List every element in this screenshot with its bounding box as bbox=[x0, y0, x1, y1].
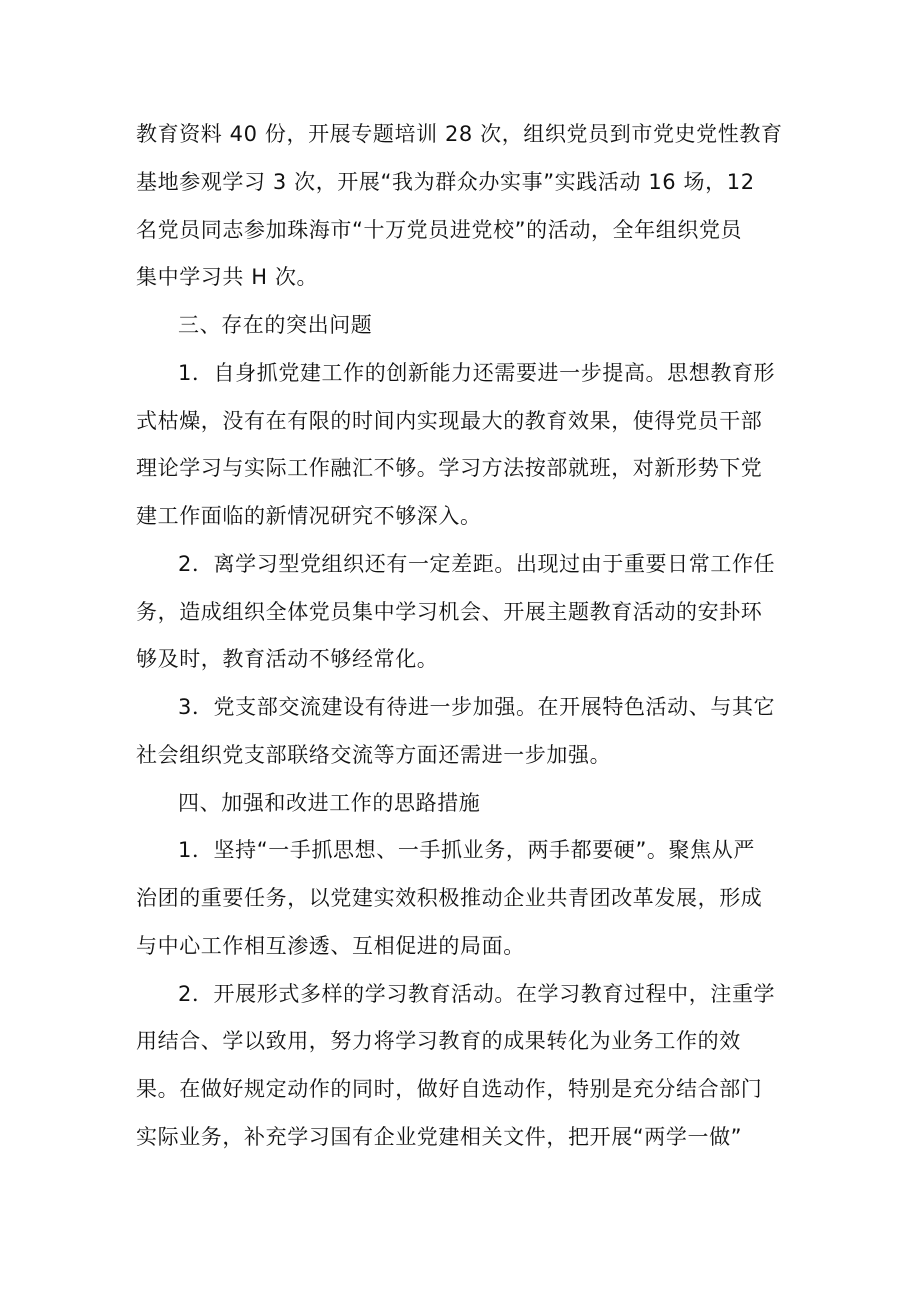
text-line: 与中心工作相互渗透、互相促进的局面。 bbox=[136, 934, 525, 958]
text-line: 教育资料 40 份，开展专题培训 28 次，组织党员到市党史党性教育 bbox=[136, 122, 783, 146]
text-line: 2．离学习型党组织还有一定差距。出现过由于重要日常工作任 bbox=[178, 552, 776, 576]
text-line: 实际业务，补充学习国有企业党建相关文件，把开展“两学一做” bbox=[136, 1125, 743, 1149]
text-line: 1．坚持“一手抓思想、一手抓业务，两手都要硬”。聚焦从严 bbox=[178, 838, 755, 862]
text-line: 治团的重要任务，以党建实效积极推动企业共青团改革发展，形成 bbox=[136, 886, 763, 910]
text-line: 理论学习与实际工作融汇不够。学习方法按部就班，对新形势下党 bbox=[136, 456, 763, 480]
text-line: 式枯燥，没有在有限的时间内实现最大的教育效果，使得党员干部 bbox=[136, 409, 763, 433]
text-line: 2．开展形式多样的学习教育活动。在学习教育过程中，注重学 bbox=[178, 982, 776, 1006]
text-line: 集中学习共 H 次。 bbox=[136, 265, 319, 289]
text-line: 建工作面临的新情况研究不够深入。 bbox=[136, 504, 482, 528]
section-heading: 四、加强和改进工作的思路措施 bbox=[178, 791, 481, 815]
text-line: 用结合、学以致用，努力将学习教育的成果转化为业务工作的效 bbox=[136, 1029, 741, 1053]
text-line: 果。在做好规定动作的同时，做好自选动作，特别是充分结合部门 bbox=[136, 1077, 763, 1101]
section-heading: 三、存在的突出问题 bbox=[178, 313, 373, 337]
text-line: 够及时，教育活动不够经常化。 bbox=[136, 647, 439, 671]
text-line: 1．自身抓党建工作的创新能力还需要进一步提高。思想教育形 bbox=[178, 361, 776, 385]
text-line: 务，造成组织全体党员集中学习机会、开展主题教育活动的安卦环 bbox=[136, 600, 763, 624]
text-line: 基地参观学习 3 次，开展“我为群众办实事”实践活动 16 场，12 bbox=[136, 170, 755, 194]
text-line: 社会组织党支部联络交流等方面还需进一步加强。 bbox=[136, 743, 612, 767]
text-line: 3．党支部交流建设有待进一步加强。在开展特色活动、与其它 bbox=[178, 695, 776, 719]
text-line: 名党员同志参加珠海市“十万党员进党校”的活动，全年组织党员 bbox=[136, 218, 743, 242]
